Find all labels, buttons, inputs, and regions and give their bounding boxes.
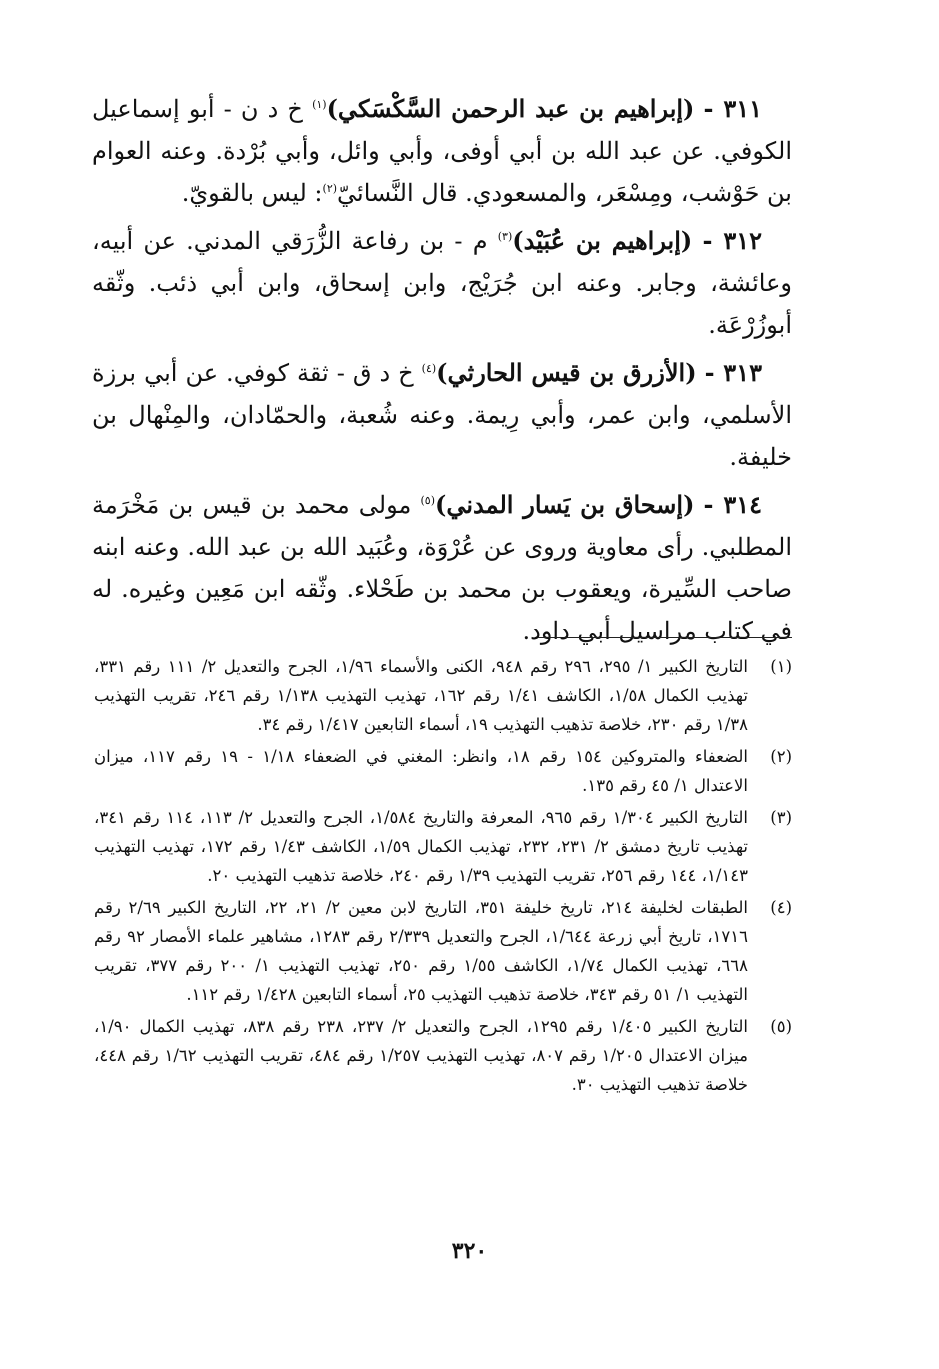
footnote-ref[interactable]: (٣) [497, 230, 513, 243]
footnote-text: التاريخ الكبير ١/٤٠٥ رقم ١٢٩٥، الجرح والتعديل ٢/ ٢٣٧، ٢٣٨ رقم ٨٣٨، تهذيب الكمال ١/٩٠، ميزان الاعتدال ١/٢٠٥ رقم ٨٠٧، تهذيب التهذيب ١/٢٥٧ رقم ٤٨٤، تقريب التهذيب ١/٦٢ رقم ٤٤٨، خلاصة تذهيب التهذيب ٣٠. [94, 1017, 749, 1094]
entry-name: (إبراهيم بن عُبَيْد) [512, 226, 693, 255]
entry-number: ٣١٣ - [704, 358, 762, 387]
footnote-label: (٥) [770, 1017, 792, 1036]
entry-text: مولى محمد بن قيس بن مَخْرَمة المطلبي. رأى معاوية وروى عن عُرْوَة، وعُبَيد الله بن عبد الله. وعنه ابنه صاحب السِّيرة، ويعقوب بن محمد بن طَحْلاء. وثّقه ابن مَعِين وغيره. له في كتاب مراسيل أبي داود. [92, 491, 792, 645]
entry-number: ٣١٢ - [702, 226, 762, 255]
footnote-ref[interactable]: (٢) [322, 182, 338, 195]
footnote-1 [94, 652, 792, 739]
entry-text: خ د ق - ثقة كوفي. عن أبي برزة الأسلمي، وابن عمر، وأبي رِيمة. وعنه شُعبة، والحمّادان، والمِنْهال بن خليفة. [92, 359, 792, 471]
biography-entries [92, 88, 792, 658]
entry-314 [92, 484, 792, 652]
footnote-4 [94, 893, 792, 1009]
footnote-divider [538, 637, 792, 638]
entry-name: (إسحاق بن يَسار المدني) [434, 490, 695, 519]
entry-text: خ د ن - أبو إسماعيل الكوفي. عن عبد الله بن أبي أوفى، وأبي وائل، وأبي بُرْدة. وعنه العوام بن حَوْشب، ومِسْعَر، والمسعودي. قال النَّسائيّ [92, 95, 792, 207]
entry-312 [92, 220, 792, 346]
page-number: ٣٢٠ [451, 1238, 488, 1264]
footnote-ref[interactable]: (١) [312, 98, 327, 111]
footnote-label: (٤) [770, 898, 792, 917]
footnotes [94, 652, 792, 1102]
footnote-ref[interactable]: (٤) [421, 362, 437, 375]
footnote-5 [94, 1012, 792, 1099]
entry-name: (الأزرق بن قيس الحارثي) [436, 358, 697, 387]
entry-name: (إبراهيم بن عبد الرحمن السَّكْسَكي) [326, 94, 695, 123]
footnote-label: (٣) [770, 808, 792, 827]
footnote-2 [94, 742, 792, 800]
entry-311 [92, 88, 792, 214]
entry-number: ٣١٤ - [703, 490, 762, 519]
footnote-label: (٢) [770, 747, 792, 766]
entry-text-cont: : ليس بالقويّ. [181, 179, 323, 207]
entry-313 [92, 352, 792, 478]
footnote-label: (١) [770, 657, 792, 676]
entry-number: ٣١١ - [703, 94, 763, 123]
footnote-3 [94, 803, 792, 890]
footnote-text: الطبقات لخليفة ٢١٤، تاريخ خليفة ٣٥١، التاريخ لابن معين ٢/ ٢١، ٢٢، التاريخ الكبير ٢/٦٩ رقم ١٧١٦، تاريخ أبي زرعة ١/٦٤٤، الجرح والتعديل ٢/٣٣٩ رقم ١٢٨٣، مشاهير علماء الأمصار ٩٢ رقم ٦٦٨، تهذيب الكمال ١/٧٤، الكاشف ١/٥٥ رقم ٢٥٠، تهذيب التهذيب ١/ ٢٠٠ رقم ٣٧٧، تقريب التهذيب ١/ ٥١ رقم ٣٤٣، خلاصة تذهيب التهذيب ٢٥، أسماء التابعين ١/٤٢٨ رقم ١١٢. [94, 898, 748, 1004]
footnote-text: التاريخ الكبير ١/ ٢٩٥، ٢٩٦ رقم ٩٤٨، الكنى والأسماء ١/٩٦، الجرح والتعديل ٢/ ١١١ رقم ٣٣١، تهذيب الكمال ١/٥٨، الكاشف ١/٤١ رقم ١٦٢، تهذيب التهذيب ١/١٣٨ رقم ٢٤٦، تقريب التهذيب ١/٣٨ رقم ٢٣٠، خلاصة تذهيب التهذيب ١٩، أسماء التابعين ١/٤١٧ رقم ٣٤. [94, 657, 748, 734]
footnote-ref[interactable]: (٥) [420, 494, 435, 507]
footnote-text: التاريخ الكبير ١/٣٠٤ رقم ٩٦٥، المعرفة والتاريخ ١/٥٨٤، الجرح والتعديل ٢/ ١١٣، ١١٤ رقم ٣٤١، تهذيب تاريخ دمشق ٢/ ٢٣١، ٢٣٢، تهذيب الكمال ١/٥٩، الكاشف ١/٤٣ رقم ١٧٢، تهذيب التهذيب ١/١٤٣، ١٤٤ رقم ٢٥٦، تقريب التهذيب ١/٣٩ رقم ٢٤٠، خلاصة تذهيب التهذيب ٢٠. [94, 808, 749, 885]
footnote-text: الضعفاء والمتروكين ١٥٤ رقم ١٨، وانظر: المغني في الضعفاء ١/١٨ - ١٩ رقم ١١٧، ميزان الاعتدال ١/ ٤٥ رقم ١٣٥. [94, 747, 749, 795]
entry-text: م - بن رفاعة الزُّرَقي المدني. عن أبيه، وعائشة، وجابر. وعنه ابن جُرَيْج، وابن إسحاق، وابن أبي ذئب. وثّقه أبوزُرْعَة. [92, 227, 792, 339]
